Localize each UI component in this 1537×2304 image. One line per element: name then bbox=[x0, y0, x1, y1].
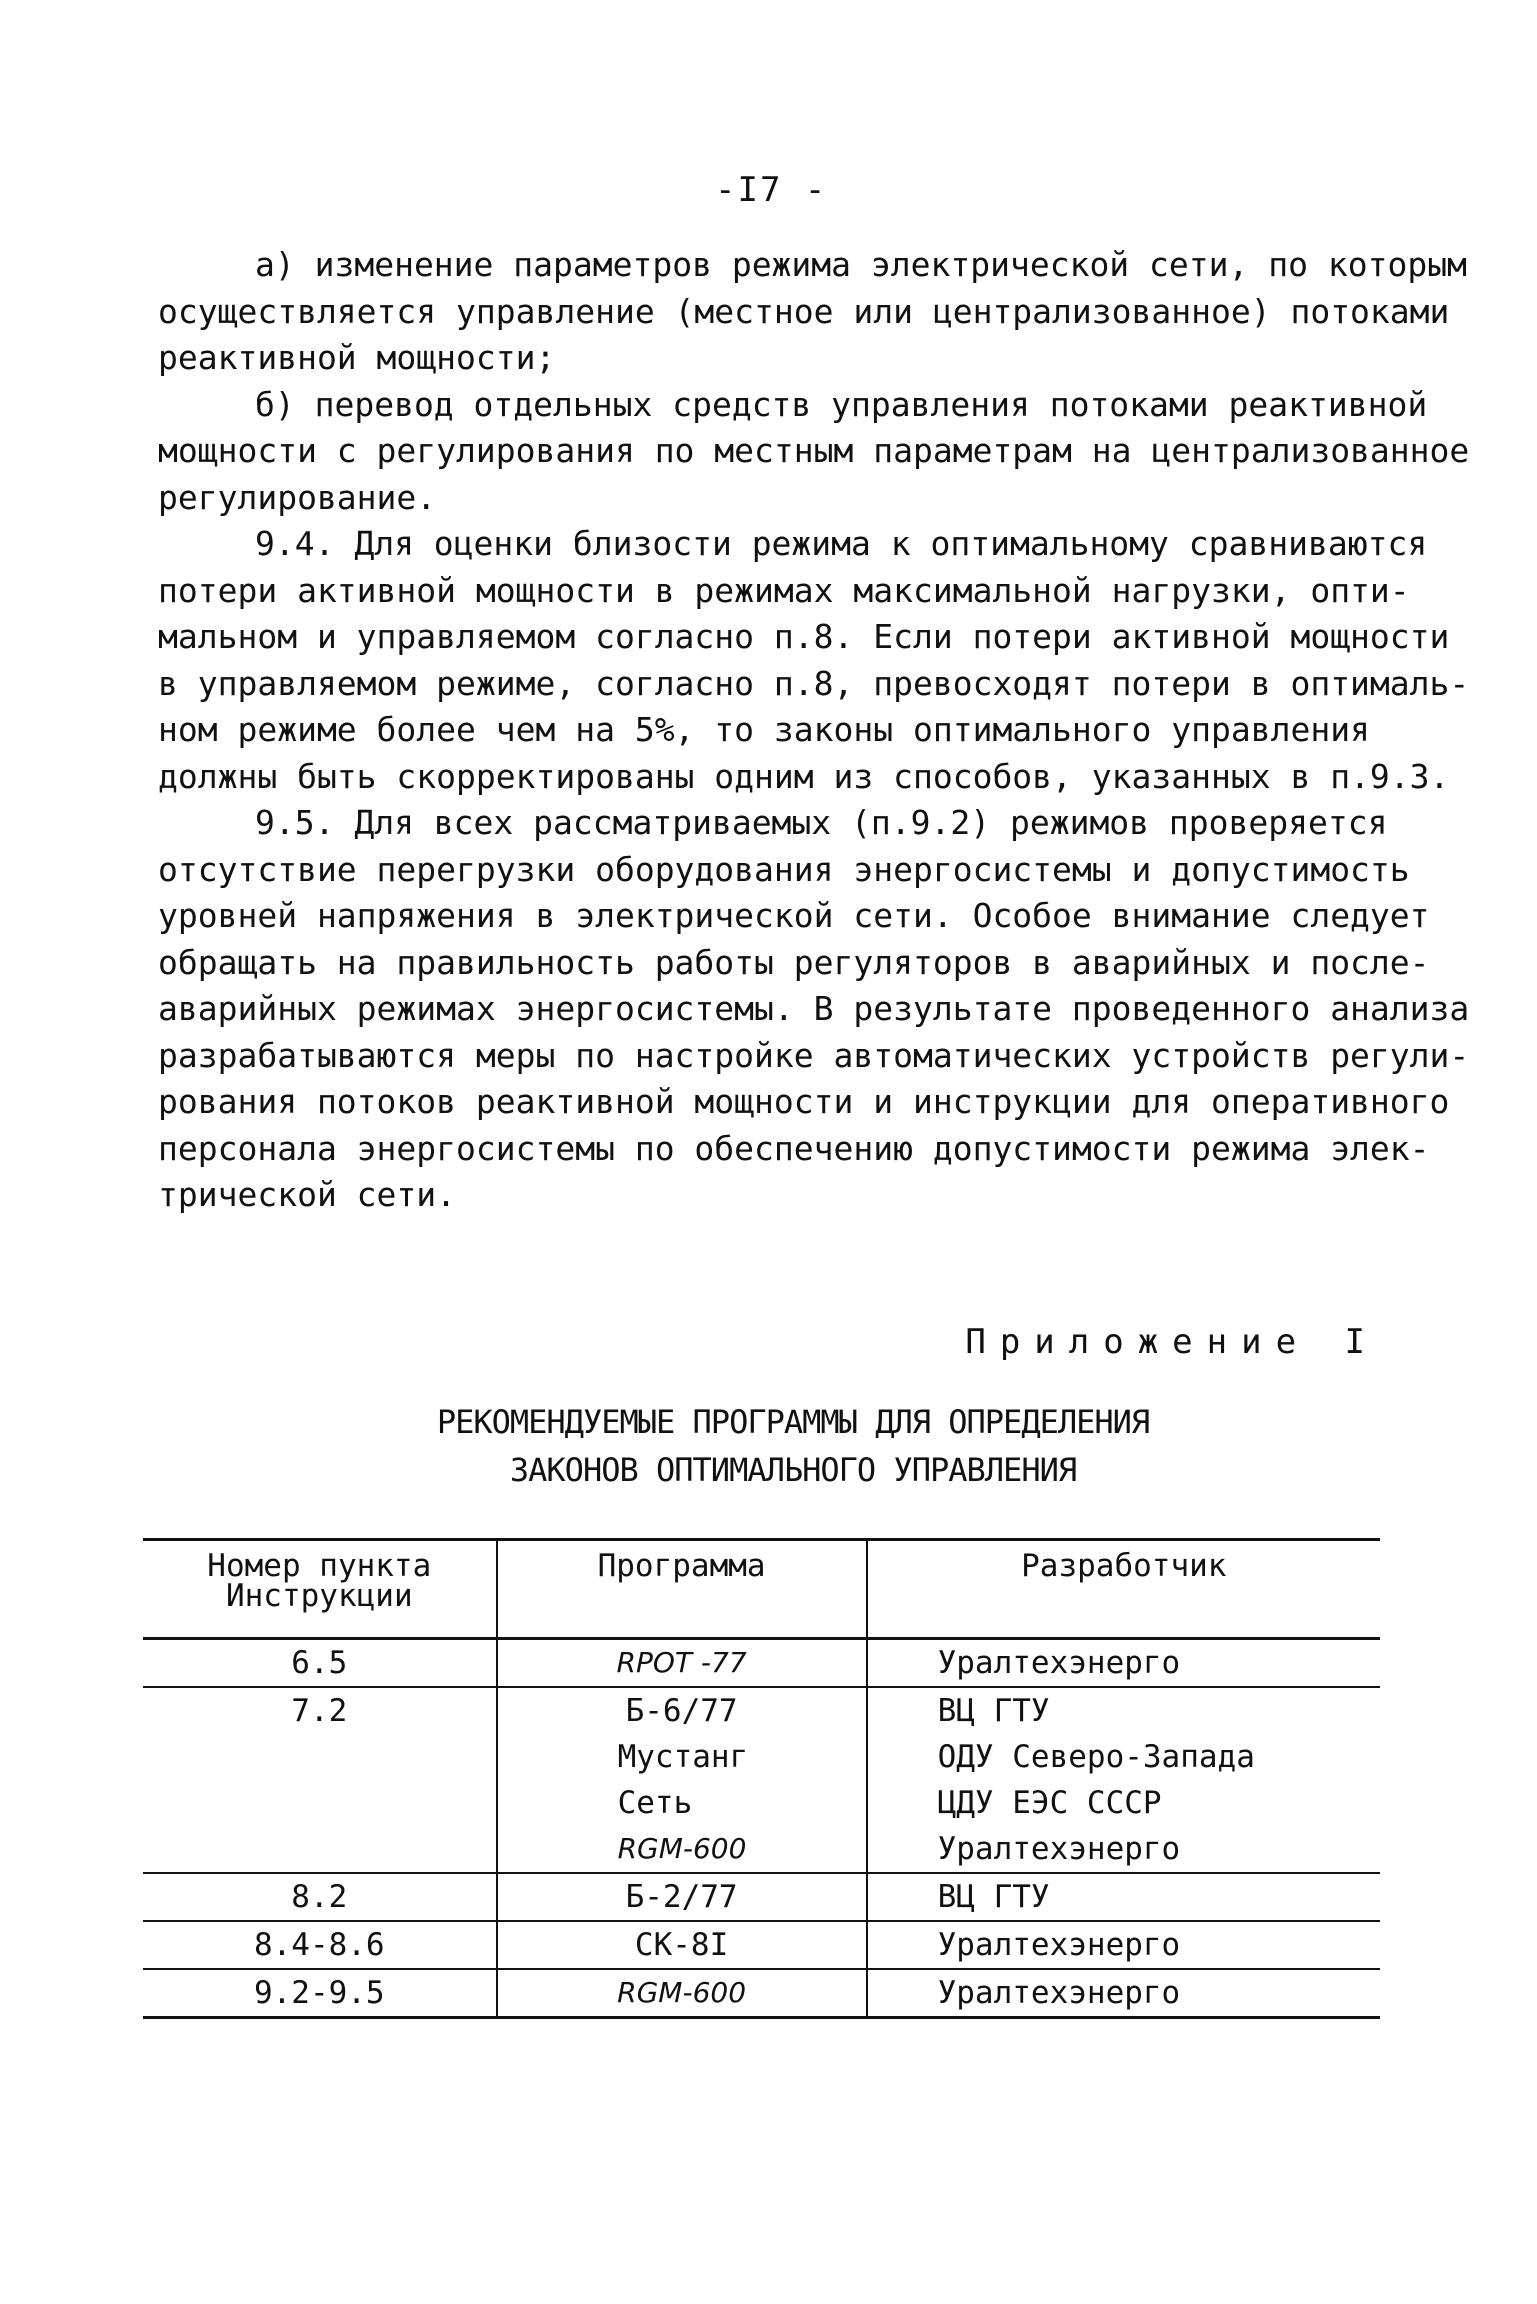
text-line: осуществляется управление (местное или централизованное) потоками bbox=[158, 291, 1450, 331]
text-line: аварийных режимах энергосистемы. В результате проведенного анализа bbox=[158, 989, 1470, 1028]
cell-developer bbox=[867, 1639, 1380, 1688]
cell-item: 8.2 bbox=[143, 1873, 497, 1921]
text-line: а) изменение параметров режима электрической сети, по которым bbox=[255, 245, 1467, 284]
cell-program bbox=[497, 1687, 867, 1873]
developer-name: ОДУ Северо-Запада bbox=[937, 1739, 1255, 1775]
table-title-line: РЕКОМЕНДУЕМЫЕ ПРОГРАММЫ ДЛЯ ОПРЕДЕЛЕНИЯ bbox=[436, 1403, 1150, 1441]
cell-item: 9.2-9.5 bbox=[143, 1969, 497, 2018]
developer-name: Уралтехэнерго bbox=[937, 1975, 1181, 2011]
cell-program bbox=[497, 1969, 867, 2018]
program-name: Мустанг bbox=[617, 1739, 749, 1775]
text-line: уровней напряжения в электрической сети. Особое внимание следует bbox=[158, 896, 1430, 935]
program-name: Сеть bbox=[617, 1785, 693, 1821]
text-line: персонала энергосистемы по обеспечению допустимости режима элек- bbox=[158, 1128, 1430, 1168]
developer-name: Уралтехэнерго bbox=[937, 1645, 1181, 1681]
developer-name: Уралтехэнерго bbox=[937, 1927, 1181, 1963]
table-row bbox=[143, 1969, 1380, 2018]
developer-name: ЦДУ ЕЭС СССР bbox=[937, 1785, 1162, 1821]
cell-developer bbox=[867, 1921, 1380, 1969]
body-text bbox=[158, 242, 1470, 1219]
cell-developer bbox=[867, 1873, 1380, 1921]
text-line: 9.4. Для оценки близости режима к оптимальному сравниваются bbox=[255, 524, 1428, 563]
program-name: RGM-600 bbox=[617, 1832, 747, 1865]
table-header-row bbox=[143, 1540, 1380, 1639]
header-item-number bbox=[143, 1540, 497, 1639]
text-line: мальном и управляемом согласно п.8. Если потери активной мощности bbox=[158, 617, 1450, 656]
header-line: Инструкции bbox=[225, 1578, 413, 1614]
text-line: мощности с регулирования по местным параметрам на централизованное bbox=[158, 431, 1470, 470]
table-title bbox=[158, 1398, 1428, 1494]
program-name: Б-6/77 bbox=[625, 1693, 738, 1729]
table-row bbox=[143, 1639, 1380, 1688]
cell-program bbox=[497, 1639, 867, 1688]
text-line: б) перевод отдельных средств управления потоками реактивной bbox=[255, 384, 1428, 424]
cell-program bbox=[497, 1921, 867, 1969]
text-line: потери активной мощности в режимах максимальной нагрузки, опти- bbox=[158, 570, 1410, 610]
program-name: RGM-600 bbox=[617, 1976, 747, 2009]
cell-program bbox=[497, 1873, 867, 1921]
programs-table bbox=[143, 1538, 1380, 2019]
text-line: трической сети. bbox=[158, 1175, 457, 1214]
text-line: в управляемом режиме, согласно п.8, превосходят потери в оптималь- bbox=[158, 663, 1470, 703]
text-line: разрабатываются меры по настройке автоматических устройств регули- bbox=[158, 1035, 1470, 1075]
cell-developer bbox=[867, 1969, 1380, 2018]
text-line: ном режиме более чем на 5%, то законы оптимального управления bbox=[158, 710, 1370, 749]
header-program: Программа bbox=[497, 1540, 867, 1639]
developer-name: ВЦ ГТУ bbox=[937, 1879, 1050, 1915]
text-line: регулирование. bbox=[158, 477, 437, 517]
text-line: реактивной мощности; bbox=[158, 338, 556, 377]
table-row bbox=[143, 1687, 1380, 1873]
program-name: Б-2/77 bbox=[625, 1879, 738, 1915]
table-row bbox=[143, 1873, 1380, 1921]
header-line: Номер пункта bbox=[207, 1548, 432, 1584]
text-line: 9.5. Для всех рассматриваемых (п.9.2) режимов проверяется bbox=[255, 803, 1388, 842]
developer-name: Уралтехэнерго bbox=[937, 1831, 1181, 1867]
table-row bbox=[143, 1921, 1380, 1969]
page-number: -I7 - bbox=[715, 170, 828, 210]
table-title-line: ЗАКОНОВ ОПТИМАЛЬНОГО УПРАВЛЕНИЯ bbox=[509, 1451, 1077, 1489]
appendix-label: Приложение I bbox=[965, 1322, 1379, 1362]
cell-item: 6.5 bbox=[143, 1639, 497, 1688]
developer-name: ВЦ ГТУ bbox=[937, 1693, 1050, 1729]
header-developer: Разработчик bbox=[867, 1540, 1380, 1639]
text-line: обращать на правильность работы регуляторов в аварийных и после- bbox=[158, 942, 1430, 982]
program-name: СК-8I bbox=[634, 1927, 729, 1963]
cell-developer bbox=[867, 1687, 1380, 1873]
text-line: должны быть скорректированы одним из способов, указанных в п.9.3. bbox=[158, 756, 1450, 796]
program-name: RPOT -77 bbox=[616, 1646, 747, 1679]
cell-item: 7.2 bbox=[143, 1687, 497, 1873]
text-line: рования потоков реактивной мощности и инструкции для оперативного bbox=[158, 1082, 1450, 1121]
text-line: отсутствие перегрузки оборудования энергосистемы и допустимость bbox=[158, 849, 1410, 889]
cell-item: 8.4-8.6 bbox=[143, 1921, 497, 1969]
